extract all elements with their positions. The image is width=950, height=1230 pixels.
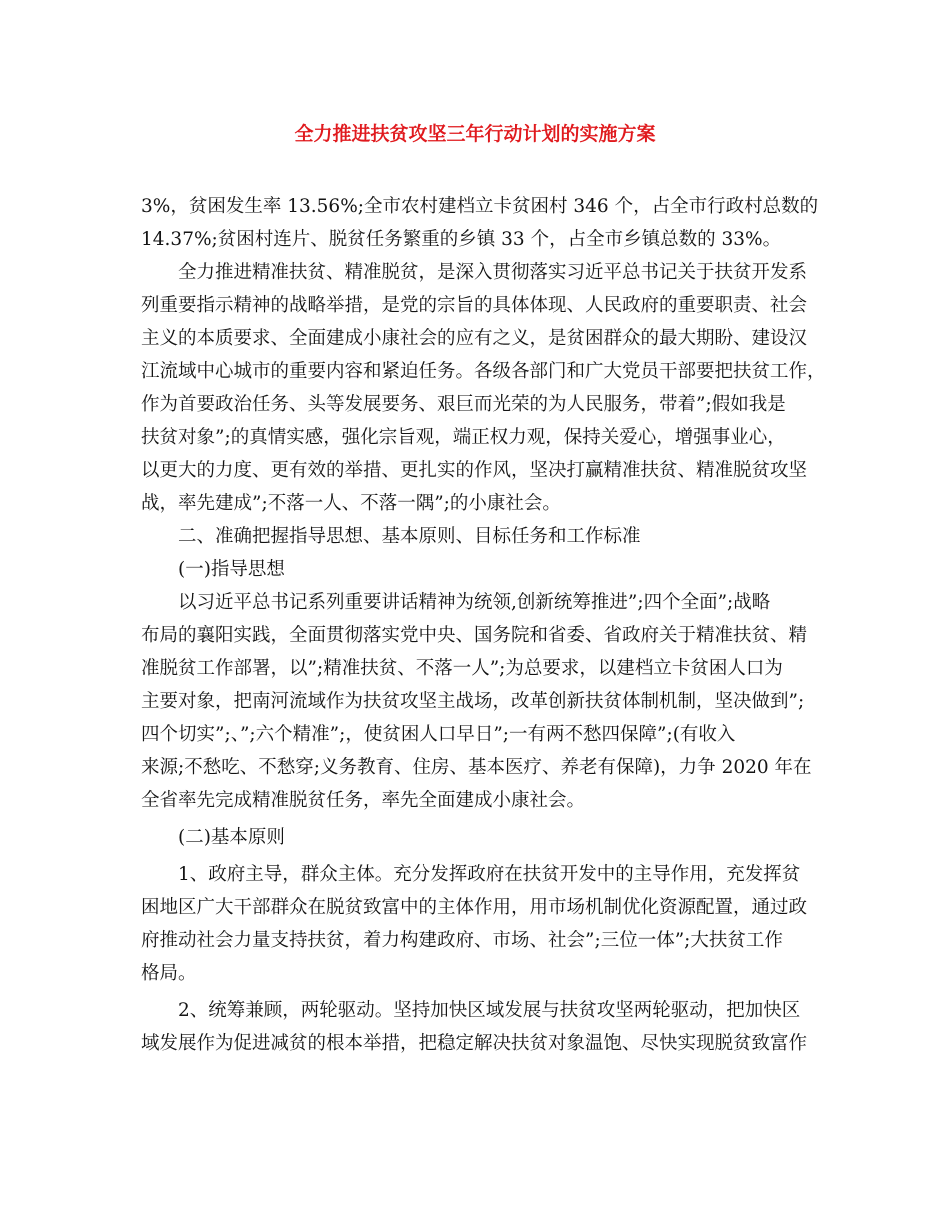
text-line: 布局的襄阳实践，全面贯彻落实党中央、国务院和省委、省政府关于精准扶贫、精 <box>141 625 808 646</box>
text-line: 四个切实”;、”;六个精准”;，使贫困人口早日”;一有两不愁四保障”;(有收入 <box>141 724 736 745</box>
text-line: 格局。 <box>141 963 197 984</box>
text-line: 准脱贫工作部署，以”;精准扶贫、不落一人”;为总要求，以建档立卡贫困人口为 <box>141 658 783 679</box>
text-line: 府推动社会力量支持扶贫，着力构建政府、市场、社会”;三位一体”;大扶贫工作 <box>141 930 783 951</box>
text-line: 困地区广大干部群众在脱贫致富中的主体作用，用市场机制优化资源配置，通过政 <box>141 897 808 918</box>
text-line: 以更大的力度、更有效的举措、更扎实的作风，坚决打赢精准扶贫、精准脱贫攻坚 <box>141 460 808 481</box>
text-line: 14.37%;贫困村连片、脱贫任务繁重的乡镇 33 个，占全市乡镇总数的 33%。 <box>141 229 782 250</box>
text-line: 3%，贫困发生率 13.56%;全市农村建档立卡贫困村 346 个，占全市行政村总数的 <box>141 196 819 217</box>
text-line: 来源;不愁吃、不愁穿;义务教育、住房、基本医疗、养老有保障)，力争 2020 年在 <box>141 757 812 778</box>
text-line: 作为首要政治任务、头等发展要务、艰巨而光荣的为人民服务，带着”;假如我是 <box>141 394 786 415</box>
subsection-heading: (一)指导思想 <box>178 559 285 580</box>
text-line: 全省率先完成精准脱贫任务，率先全面建成小康社会。 <box>141 790 586 811</box>
text-line: 1、政府主导，群众主体。充分发挥政府在扶贫开发中的主导作用，充发挥贫 <box>178 864 801 885</box>
text-line: 2、统筹兼顾，两轮驱动。坚持加快区域发展与扶贫攻坚两轮驱动，把加快区 <box>178 1000 801 1021</box>
text-line: 以习近平总书记系列重要讲话精神为统领,创新统筹推进”;四个全面”;战略 <box>178 592 771 613</box>
document-title: 全力推进扶贫攻坚三年行动计划的实施方案 <box>294 123 656 145</box>
text-line: 扶贫对象”;的真情实感，强化宗旨观，端正权力观，保持关爱心，增强事业心， <box>141 427 786 448</box>
text-line: 全力推进精准扶贫、精准脱贫，是深入贯彻落实习近平总书记关于扶贫开发系 <box>178 262 808 283</box>
document-body <box>141 190 826 1060</box>
text-line: 主义的本质要求、全面建成小康社会的应有之义，是贫困群众的最大期盼、建设汉 <box>141 328 808 349</box>
text-line: 战，率先建成”;不落一人、不落一隅”;的小康社会。 <box>141 493 561 514</box>
text-line: 列重要指示精神的战略举措，是党的宗旨的具体体现、人民政府的重要职责、社会 <box>141 295 808 316</box>
section-heading: 二、准确把握指导思想、基本原则、目标任务和工作标准 <box>178 526 641 547</box>
text-line: 域发展作为促进减贫的根本举措，把稳定解决扶贫对象温饱、尽快实现脱贫致富作 <box>141 1033 808 1054</box>
text-line: 江流域中心城市的重要内容和紧迫任务。各级各部门和广大党员干部要把扶贫工作， <box>141 361 826 382</box>
text-line: 主要对象，把南河流域作为扶贫攻坚主战场，改革创新扶贫体制机制，坚决做到”; <box>141 691 805 712</box>
subsection-heading: (二)基本原则 <box>178 827 285 848</box>
